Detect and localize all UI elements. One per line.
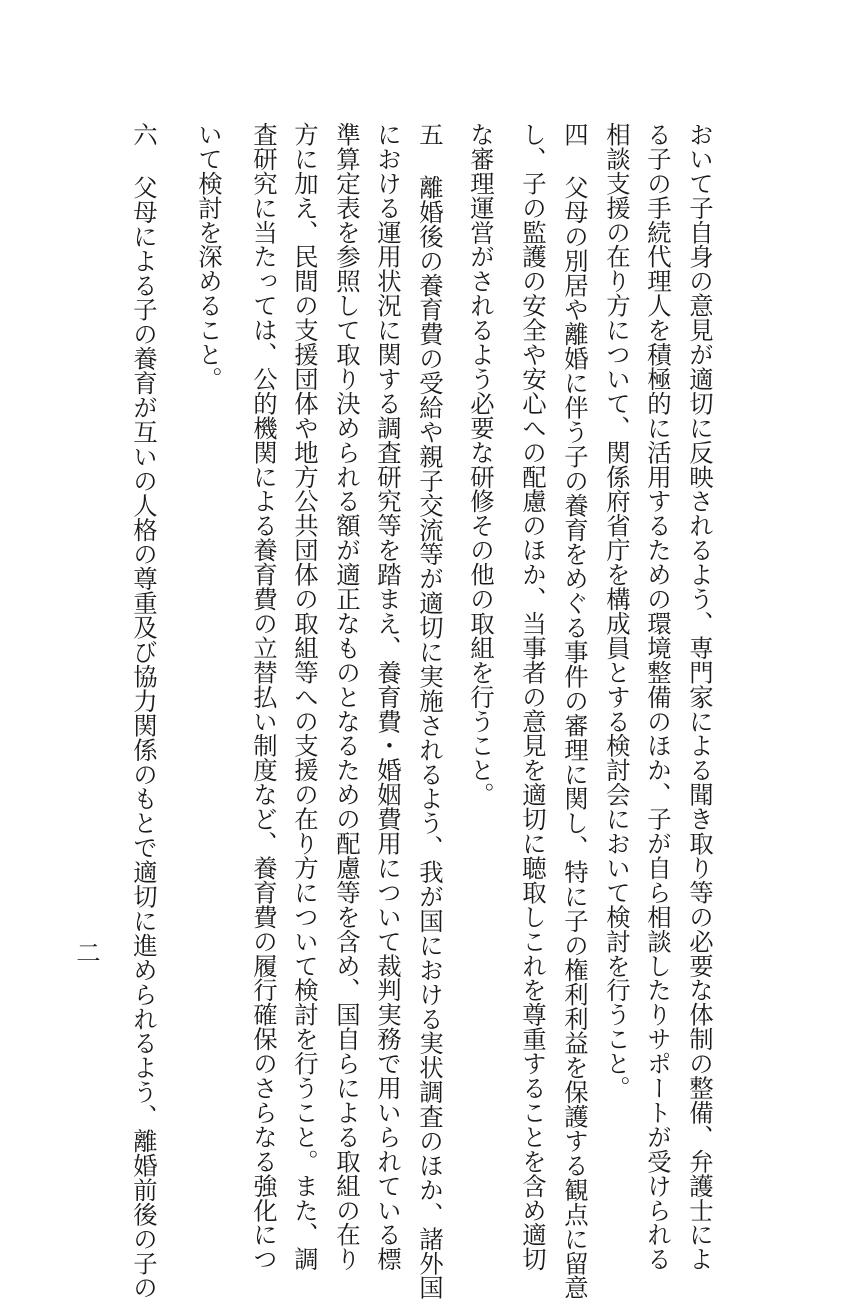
text-column-10: 方に加え、民間の支援団体や地方公共団体の取組等への支援の在り方について検討を行うこと。また、調 <box>290 122 319 1272</box>
text-column-9: 準算定表を参照して取り決められる額が適正なものとなるための配慮等を含め、国自らによる取組の在り <box>332 122 361 1272</box>
text-column-11: 査研究に当たっては、公的機関による養育費の立替払い制度など、養育費の履行確保のさらなる強化につ <box>249 122 278 1272</box>
text-column-3: 相談支援の在り方について、関係府省庁を構成員とする検討会において検討を行うこと。 <box>602 122 631 1100</box>
text-column-6: な審理運営がされるよう必要な研修その他の取組を行うこと。 <box>466 122 495 807</box>
text-column-12: いて検討を深めること。 <box>194 122 223 391</box>
item-number-six: 六 <box>129 122 158 147</box>
text-column-5: し、子の監護の安全や安心への配慮のほか、当事者の意見を適切に聴取しこれを尊重することを含め適切 <box>518 122 547 1272</box>
text-column-2: る子の手続代理人を積極的に活用するための環境整備のほか、子が自ら相談したりサポートが受けられる <box>643 122 672 1272</box>
text-column-4: 父母の別居や離婚に伴う子の養育をめぐる事件の審理に関し、特に子の権利利益を保護する観点に留意 <box>560 175 589 1300</box>
item-number-five: 五 <box>415 122 444 147</box>
page-number: 二 <box>72 940 101 965</box>
text-column-7: 離婚後の養育費の受給や親子交流等が適切に実施されるよう、我が国における実状調査のほか、諸外国 <box>415 175 444 1300</box>
text-column-8: における運用状況に関する調査研究等を踏まえ、養育費・婚姻費用について裁判実務で用いられている標 <box>373 122 402 1272</box>
item-number-four: 四 <box>560 122 589 147</box>
text-column-13: 父母による子の養育が互いの人格の尊重及び協力関係のもとで適切に進められるよう、離婚前後の子の <box>129 175 158 1300</box>
text-column-1: おいて子自身の意見が適切に反映されるよう、専門家による聞き取り等の必要な体制の整備、弁護士によ <box>685 122 714 1272</box>
